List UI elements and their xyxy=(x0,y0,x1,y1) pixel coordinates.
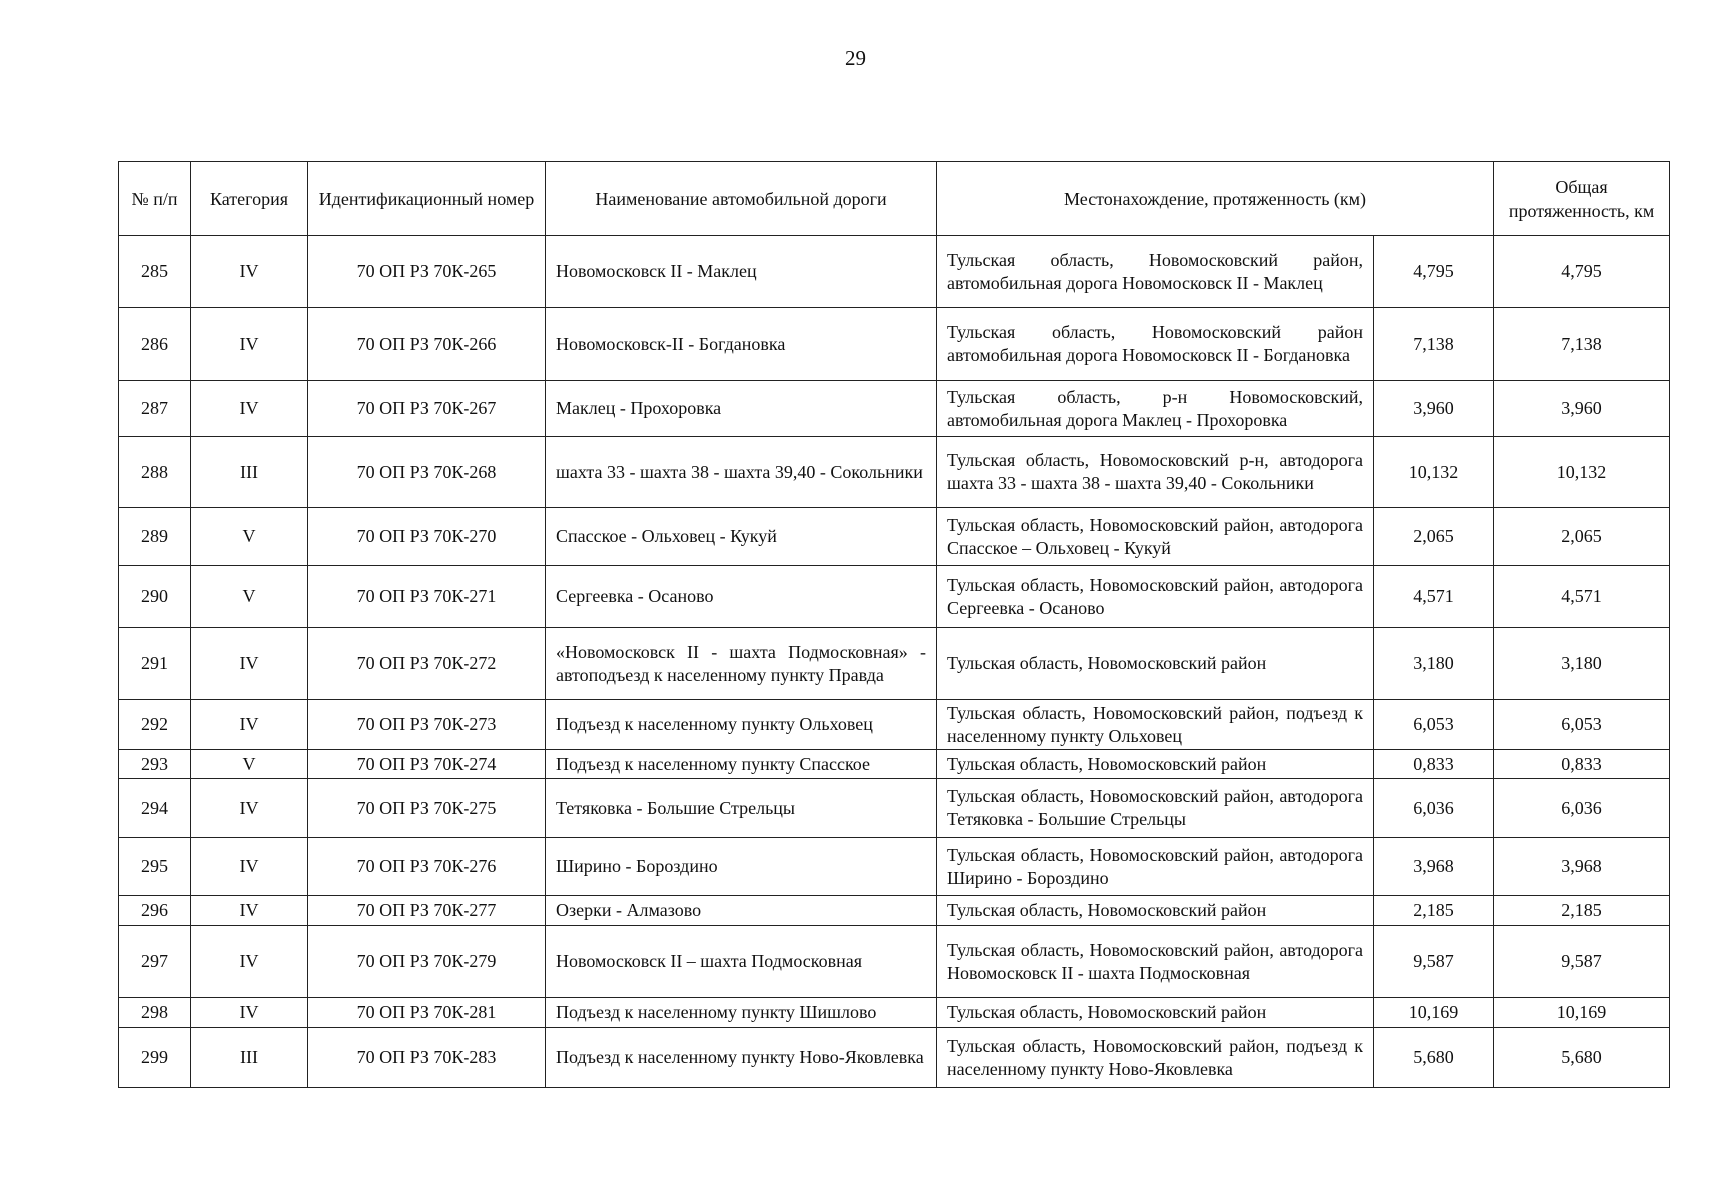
cell-location: Тульская область, Новомосковский район, автодорога Спасское – Ольховец - Кукуй xyxy=(937,508,1374,566)
table-row xyxy=(119,700,1670,750)
cell-location: Тульская область, Новомосковский район, автомобильная дорога Новомосковск II - Маклец xyxy=(937,236,1374,308)
cell-length: 10,169 xyxy=(1374,998,1494,1028)
cell-name: Подъезд к населенному пункту Спасское xyxy=(546,750,937,779)
cell-id: 70 ОП РЗ 70К-275 xyxy=(308,779,546,838)
cell-id: 70 ОП РЗ 70К-274 xyxy=(308,750,546,779)
cell-length: 6,053 xyxy=(1374,700,1494,750)
cell-total: 6,053 xyxy=(1494,700,1670,750)
cell-total: 3,960 xyxy=(1494,381,1670,437)
table-header-row xyxy=(119,162,1670,236)
cell-total: 3,968 xyxy=(1494,838,1670,896)
cell-length: 5,680 xyxy=(1374,1028,1494,1088)
table-row xyxy=(119,838,1670,896)
cell-location: Тульская область, Новомосковский район, автодорога Ширино - Бороздино xyxy=(937,838,1374,896)
cell-name: Новомосковск-II - Богдановка xyxy=(546,308,937,381)
cell-id: 70 ОП РЗ 70К-276 xyxy=(308,838,546,896)
cell-num: 297 xyxy=(119,926,191,998)
table-row xyxy=(119,1028,1670,1088)
cell-category: V xyxy=(191,566,308,628)
cell-location: Тульская область, Новомосковский район автомобильная дорога Новомосковск II - Богдановка xyxy=(937,308,1374,381)
cell-length: 0,833 xyxy=(1374,750,1494,779)
cell-location: Тульская область, Новомосковский район xyxy=(937,896,1374,926)
cell-location: Тульская область, Новомосковский район xyxy=(937,750,1374,779)
cell-num: 291 xyxy=(119,628,191,700)
cell-total: 10,132 xyxy=(1494,437,1670,508)
cell-id: 70 ОП РЗ 70К-268 xyxy=(308,437,546,508)
roads-table xyxy=(118,161,1670,1088)
cell-id: 70 ОП РЗ 70К-267 xyxy=(308,381,546,437)
cell-id: 70 ОП РЗ 70К-281 xyxy=(308,998,546,1028)
cell-location: Тульская область, Новомосковский район, автодорога Тетяковка - Большие Стрельцы xyxy=(937,779,1374,838)
cell-num: 292 xyxy=(119,700,191,750)
header-id: Идентификационный номер xyxy=(308,162,546,236)
cell-total: 2,185 xyxy=(1494,896,1670,926)
cell-category: IV xyxy=(191,926,308,998)
page-number: 29 xyxy=(845,46,866,70)
cell-num: 299 xyxy=(119,1028,191,1088)
cell-category: IV xyxy=(191,779,308,838)
cell-total: 7,138 xyxy=(1494,308,1670,381)
table-row xyxy=(119,998,1670,1028)
cell-total: 4,571 xyxy=(1494,566,1670,628)
header-location: Местонахождение, протяженность (км) xyxy=(937,162,1494,236)
header-num: № п/п xyxy=(119,162,191,236)
cell-id: 70 ОП РЗ 70К-279 xyxy=(308,926,546,998)
cell-location: Тульская область, Новомосковский район, автодорога Новомосковск II - шахта Подмосковная xyxy=(937,926,1374,998)
cell-name: Новомосковск II - Маклец xyxy=(546,236,937,308)
cell-id: 70 ОП РЗ 70К-272 xyxy=(308,628,546,700)
cell-id: 70 ОП РЗ 70К-266 xyxy=(308,308,546,381)
cell-length: 9,587 xyxy=(1374,926,1494,998)
cell-length: 2,065 xyxy=(1374,508,1494,566)
cell-category: IV xyxy=(191,838,308,896)
cell-length: 10,132 xyxy=(1374,437,1494,508)
cell-num: 298 xyxy=(119,998,191,1028)
cell-total: 3,180 xyxy=(1494,628,1670,700)
cell-category: IV xyxy=(191,381,308,437)
cell-id: 70 ОП РЗ 70К-271 xyxy=(308,566,546,628)
cell-location: Тульская область, Новомосковский район xyxy=(937,998,1374,1028)
cell-name: «Новомосковск II - шахта Подмосковная» - автоподъезд к населенному пункту Правда xyxy=(546,628,937,700)
cell-num: 290 xyxy=(119,566,191,628)
table-row xyxy=(119,508,1670,566)
cell-id: 70 ОП РЗ 70К-273 xyxy=(308,700,546,750)
cell-name: Маклец - Прохоровка xyxy=(546,381,937,437)
cell-name: шахта 33 - шахта 38 - шахта 39,40 - Сокольники xyxy=(546,437,937,508)
cell-category: V xyxy=(191,508,308,566)
cell-total: 4,795 xyxy=(1494,236,1670,308)
cell-category: III xyxy=(191,1028,308,1088)
cell-name: Ширино - Бороздино xyxy=(546,838,937,896)
table-row xyxy=(119,437,1670,508)
cell-category: IV xyxy=(191,628,308,700)
cell-num: 286 xyxy=(119,308,191,381)
cell-location: Тульская область, Новомосковский район, автодорога Сергеевка - Осаново xyxy=(937,566,1374,628)
cell-category: V xyxy=(191,750,308,779)
cell-num: 288 xyxy=(119,437,191,508)
cell-length: 3,968 xyxy=(1374,838,1494,896)
cell-length: 3,180 xyxy=(1374,628,1494,700)
cell-id: 70 ОП РЗ 70К-270 xyxy=(308,508,546,566)
cell-id: 70 ОП РЗ 70К-265 xyxy=(308,236,546,308)
cell-location: Тульская область, Новомосковский район, подъезд к населенному пункту Ольховец xyxy=(937,700,1374,750)
table-row xyxy=(119,779,1670,838)
cell-category: IV xyxy=(191,998,308,1028)
table-row xyxy=(119,628,1670,700)
cell-num: 294 xyxy=(119,779,191,838)
cell-length: 4,571 xyxy=(1374,566,1494,628)
cell-id: 70 ОП РЗ 70К-283 xyxy=(308,1028,546,1088)
cell-location: Тульская область, Новомосковский район xyxy=(937,628,1374,700)
cell-category: III xyxy=(191,437,308,508)
cell-name: Новомосковск II – шахта Подмосковная xyxy=(546,926,937,998)
cell-name: Озерки - Алмазово xyxy=(546,896,937,926)
cell-total: 0,833 xyxy=(1494,750,1670,779)
cell-name: Подъезд к населенному пункту Ольховец xyxy=(546,700,937,750)
cell-num: 296 xyxy=(119,896,191,926)
cell-length: 2,185 xyxy=(1374,896,1494,926)
cell-total: 10,169 xyxy=(1494,998,1670,1028)
cell-category: IV xyxy=(191,236,308,308)
cell-total: 6,036 xyxy=(1494,779,1670,838)
header-name: Наименование автомобильной дороги xyxy=(546,162,937,236)
table-row xyxy=(119,566,1670,628)
cell-num: 287 xyxy=(119,381,191,437)
cell-num: 285 xyxy=(119,236,191,308)
table-row xyxy=(119,926,1670,998)
cell-location: Тульская область, р-н Новомосковский, автомобильная дорога Маклец - Прохоровка xyxy=(937,381,1374,437)
table-row xyxy=(119,308,1670,381)
table-row xyxy=(119,750,1670,779)
cell-name: Подъезд к населенному пункту Шишлово xyxy=(546,998,937,1028)
cell-total: 9,587 xyxy=(1494,926,1670,998)
cell-total: 5,680 xyxy=(1494,1028,1670,1088)
cell-location: Тульская область, Новомосковский р-н, автодорога шахта 33 - шахта 38 - шахта 39,40 - Сокольники xyxy=(937,437,1374,508)
table-row xyxy=(119,896,1670,926)
cell-length: 4,795 xyxy=(1374,236,1494,308)
cell-num: 295 xyxy=(119,838,191,896)
cell-name: Подъезд к населенному пункту Ново-Яковлевка xyxy=(546,1028,937,1088)
cell-length: 3,960 xyxy=(1374,381,1494,437)
table-row xyxy=(119,236,1670,308)
cell-id: 70 ОП РЗ 70К-277 xyxy=(308,896,546,926)
cell-total: 2,065 xyxy=(1494,508,1670,566)
cell-num: 293 xyxy=(119,750,191,779)
cell-category: IV xyxy=(191,700,308,750)
cell-length: 7,138 xyxy=(1374,308,1494,381)
header-category: Категория xyxy=(191,162,308,236)
cell-name: Сергеевка - Осаново xyxy=(546,566,937,628)
cell-category: IV xyxy=(191,308,308,381)
cell-num: 289 xyxy=(119,508,191,566)
cell-location: Тульская область, Новомосковский район, подъезд к населенному пункту Ново-Яковлевка xyxy=(937,1028,1374,1088)
cell-name: Спасское - Ольховец - Кукуй xyxy=(546,508,937,566)
cell-category: IV xyxy=(191,896,308,926)
cell-length: 6,036 xyxy=(1374,779,1494,838)
cell-name: Тетяковка - Большие Стрельцы xyxy=(546,779,937,838)
table-row xyxy=(119,381,1670,437)
header-total: Общая протяженность, км xyxy=(1494,162,1670,236)
